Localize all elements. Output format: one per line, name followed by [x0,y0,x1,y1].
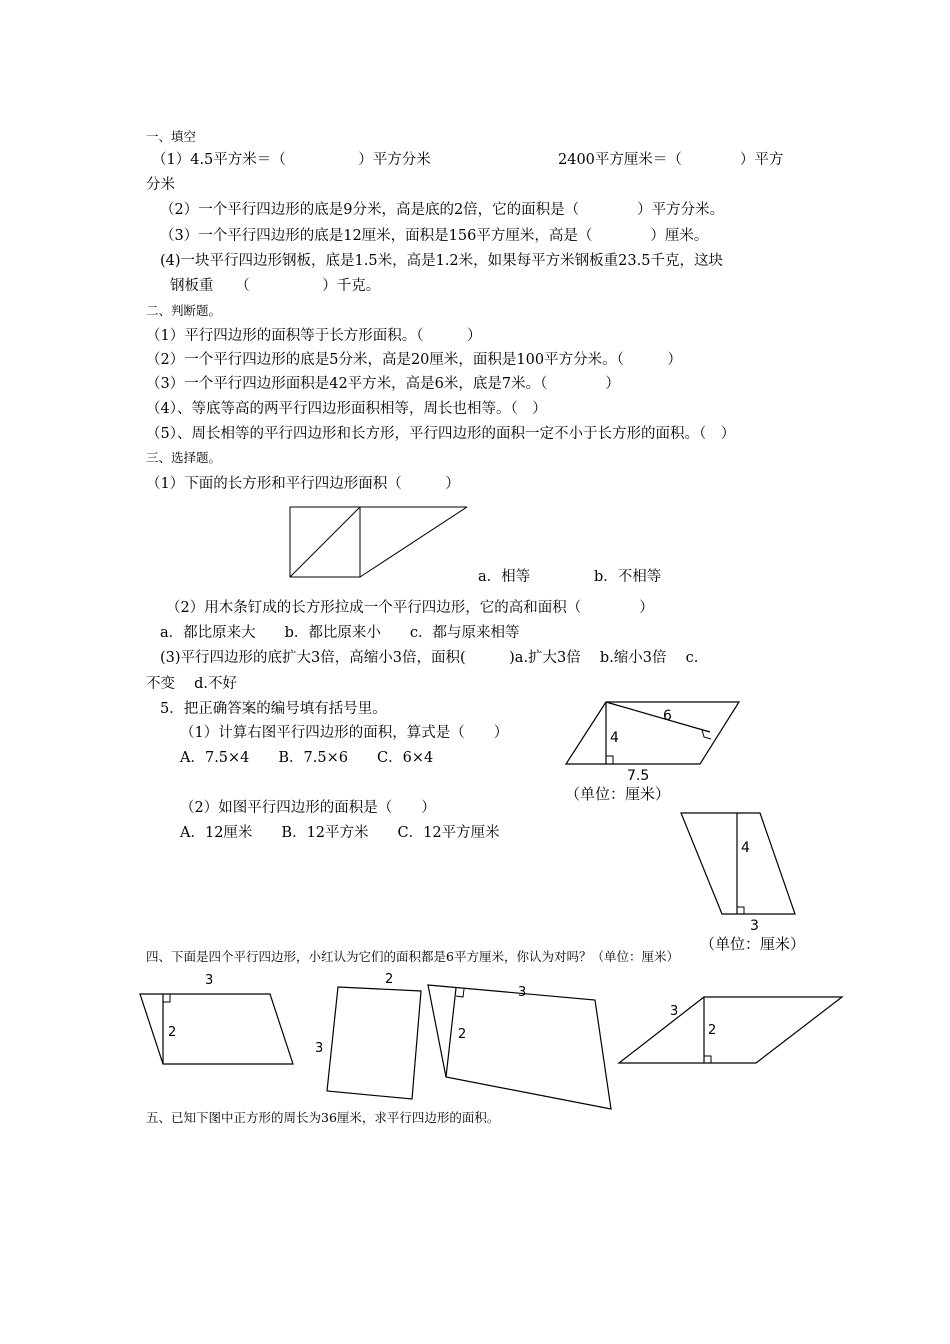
parallelogram-figure-1 [560,698,745,783]
s4-a-height-label: 2 [168,1025,177,1040]
s4-c-top-label: 3 [518,985,527,1000]
s2-q1: （1）平行四边形的面积等于长方形面积。（ ） [146,328,482,344]
s4-parallelogram-c [428,985,611,1109]
s3-q3-line2: 不变 d.不好 [146,676,237,692]
s3-q5-1: （1）计算右图平行四边形的面积，算式是（ ） [180,725,509,741]
s3-q5-1-options: A．7.5×4 B．7.5×6 C．6×4 [180,750,434,766]
s3-q1: （1）下面的长方形和平行四边形面积（ ） [146,476,460,492]
s3-q5-title: 5．把正确答案的编号填有括号里。 [160,701,387,717]
s1-q1-part-c: 分米 [146,177,175,193]
fig1-label-4: 4 [610,730,619,746]
s2-q2: （2）一个平行四边形的底是5分米，高是20厘米，面积是100平方分米。（ ） [146,352,682,368]
s3-q5-2: （2）如图平行四边形的面积是（ ） [180,800,436,816]
s1-q3: （3）一个平行四边形的底是12厘米，面积是156平方厘米，高是（ ）厘米。 [160,228,709,244]
s4-b-top-label: 2 [385,972,394,987]
s3-q3-line1: (3)平行四边形的底扩大3倍，高缩小3倍，面积( )a.扩大3倍 b.缩小3倍 c. [160,650,699,666]
section3-title: 三、选择题。 [146,450,222,465]
s3-q1-option-a: a．相等 [478,569,531,585]
parallelogram-figure-2 [678,810,803,934]
section5-title: 五、已知下图中正方形的周长为36厘米，求平行四边形的面积。 [146,1110,500,1125]
fig1-label-7-5: 7.5 [627,768,650,784]
s1-q1-part-b: 2400平方厘米＝（ ）平方 [558,152,784,168]
s3-q5-2-options: A．12厘米 B．12平方米 C．12平方厘米 [180,825,500,841]
s1-q4-line2: 钢板重 （ ）千克。 [170,278,381,294]
s3-q2: （2）用木条钉成的长方形拉成一个平行四边形，它的高和面积（ ） [166,600,654,616]
s4-a-top-label: 3 [205,973,214,988]
section4-parallelograms [135,970,850,1115]
fig2-label-4: 4 [741,840,750,856]
s4-d-side-label: 3 [670,1004,679,1019]
s4-parallelogram-b [315,972,421,1099]
s2-q3: （3）一个平行四边形面积是42平方米，高是6米，底是7米。（ ） [146,376,620,392]
fig1-unit: （单位：厘米） [565,785,671,803]
s1-q1-part-a: （1）4.5平方米＝（ ）平方分米 [152,152,431,168]
s4-b-side-label: 3 [315,1041,324,1056]
s1-q2: （2）一个平行四边形的底是9分米，高是底的2倍，它的面积是（ ）平方分米。 [160,202,725,218]
s2-q4: （4）、等底等高的两平行四边形面积相等，周长也相等。（ ） [146,401,547,417]
section2-title: 二、判断题。 [146,303,222,318]
s4-parallelogram-d [619,997,842,1063]
s4-d-height-label: 2 [708,1023,717,1038]
rectangle-parallelogram-figure [288,505,470,579]
section1-title: 一、填空 [146,129,197,144]
s3-q2-options: a．都比原来大 b．都比原来小 c．都与原来相等 [160,625,520,641]
s3-q1-option-b: b．不相等 [594,569,662,585]
s2-q5: （5）、周长相等的平行四边形和长方形，平行四边形的面积一定不小于长方形的面积。（ ） [146,426,736,442]
s1-q4-line1: (4)一块平行四边形钢板，底是1.5米，高是1.2米，如果每平方米钢板重23.5千克，这块 [160,253,723,269]
fig2-unit: （单位：厘米） [700,935,806,953]
section4-title: 四、下面是四个平行四边形，小红认为它们的面积都是6平方厘米，你认为对吗？（单位：厘米） [146,949,679,964]
s4-c-height-label: 2 [458,1027,467,1042]
fig2-label-3: 3 [750,918,759,934]
s4-parallelogram-a [140,973,293,1064]
fig1-label-6: 6 [663,708,672,724]
